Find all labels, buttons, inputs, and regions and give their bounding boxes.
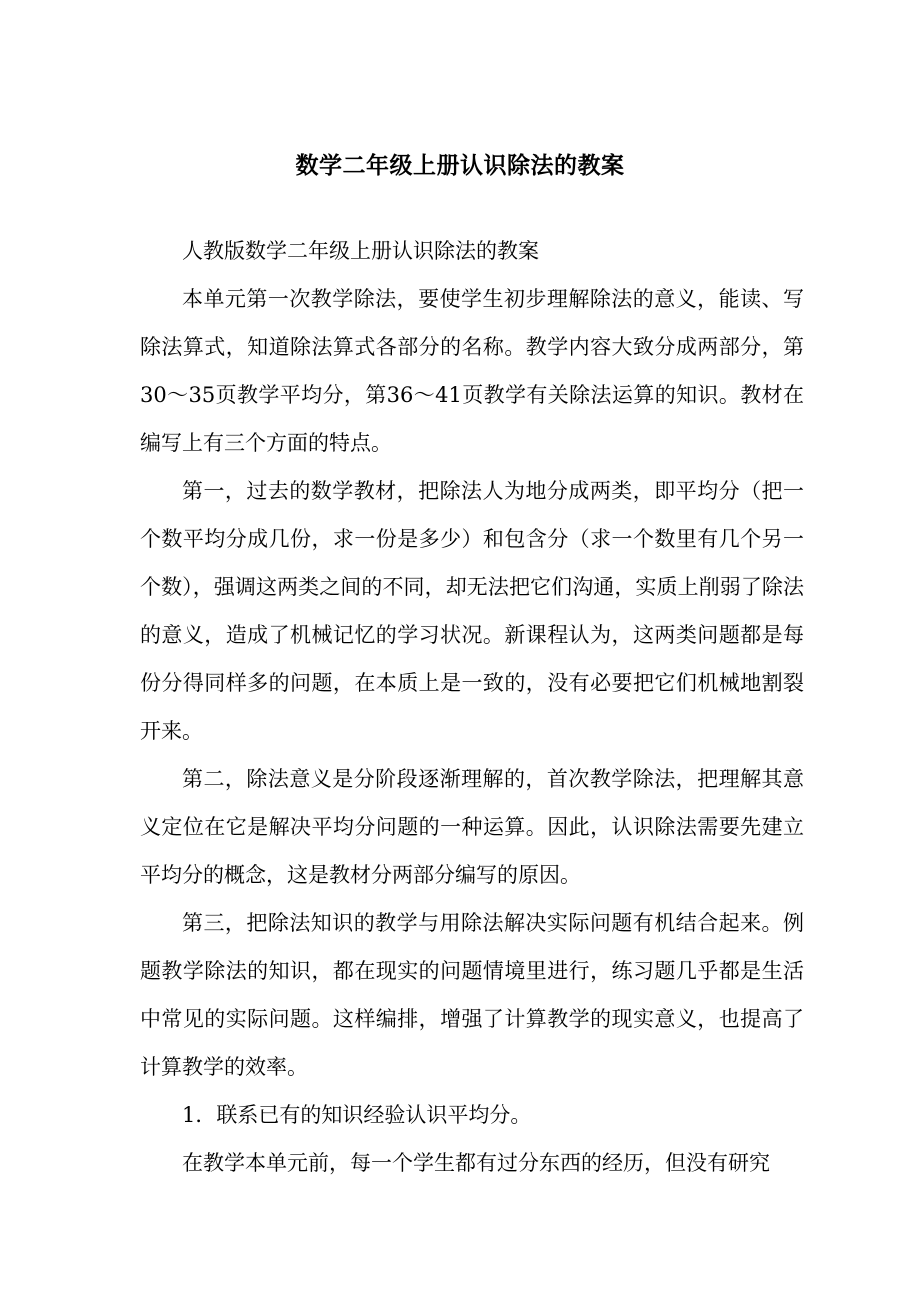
document-body	[140, 227, 804, 1187]
paragraph-intro: 本单元第一次教学除法，要使学生初步理解除法的意义，能读、写除法算式，知道除法算式各部分的名称。教学内容大致分成两部分，第30～35页教学平均分，第36～41页教学有关除法运算的知识。教材在编写上有三个方面的特点。	[140, 287, 804, 455]
document-title: 数学二年级上册认识除法的教案	[295, 153, 625, 179]
paragraph-feature-2: 第二，除法意义是分阶段逐渐理解的，首次教学除法，把理解其意义定位在它是解决平均分问题的一种运算。因此，认识除法需要先建立平均分的概念，这是教材分两部分编写的原因。	[140, 767, 804, 887]
paragraph-section-1-heading: 1．联系已有的知识经验认识平均分。	[182, 1103, 532, 1127]
paragraph-feature-1: 第一，过去的数学教材，把除法人为地分成两类，即平均分（把一个数平均分成几份，求一份是多少）和包含分（求一个数里有几个另一个数），强调这两类之间的不同，却无法把它们沟通，实质上削弱了除法的意义，造成了机械记忆的学习状况。新课程认为，这两类问题都是每份分得同样多的问题，在本质上是一致的，没有必要把它们机械地割裂开来。	[140, 479, 804, 743]
paragraph-section-1-text: 在教学本单元前，每一个学生都有过分东西的经历，但没有研究	[182, 1151, 770, 1175]
paragraph-feature-3: 第三，把除法知识的教学与用除法解决实际问题有机结合起来。例题教学除法的知识，都在现实的问题情境里进行，练习题几乎都是生活中常见的实际问题。这样编排，增强了计算教学的现实意义，也提高了计算教学的效率。	[140, 911, 804, 1079]
paragraph-subtitle: 人教版数学二年级上册认识除法的教案	[182, 239, 539, 263]
